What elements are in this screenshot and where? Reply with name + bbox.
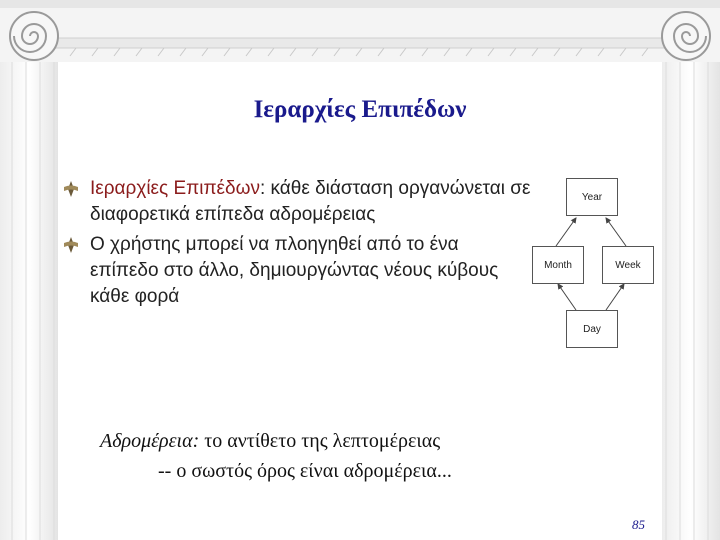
bullet-text bbox=[90, 232, 532, 310]
ionic-scroll-bullet-icon bbox=[62, 180, 80, 198]
footnote-line-2: -- ο σωστός όρος είναι αδρομέρεια... bbox=[158, 460, 452, 482]
bullet-item bbox=[62, 232, 532, 310]
page-number: 85 bbox=[632, 517, 645, 532]
bullet-item bbox=[62, 176, 532, 228]
footnote bbox=[100, 426, 452, 486]
node-year: Year bbox=[566, 178, 618, 216]
ionic-scroll-bullet-icon bbox=[62, 236, 80, 254]
bullet-body: : κάθε διάσταση οργανώνεται σε διαφορετικά επίπεδα αδρομέρειας bbox=[90, 178, 531, 225]
node-day: Day bbox=[566, 310, 618, 348]
node-week: Week bbox=[602, 246, 654, 284]
footnote-line-1 bbox=[100, 426, 452, 456]
bullet-body: Ο χρήστης μπορεί να πλοηγηθεί από το ένα επίπεδο στο άλλο, δημιουργώντας νέους κύβους κάθε φορά bbox=[90, 234, 499, 307]
footnote-definition: το αντίθετο της λεπτομέρειας bbox=[199, 430, 441, 452]
footnote-term: Αδρομέρεια: bbox=[100, 430, 200, 452]
node-month: Month bbox=[532, 246, 584, 284]
bullet-text bbox=[90, 176, 532, 228]
hierarchy-diagram bbox=[530, 170, 660, 360]
bullet-highlight: Ιεραρχίες Επιπέδων bbox=[90, 178, 260, 199]
slide-title: Ιεραρχίες Επιπέδων bbox=[253, 96, 467, 123]
ionic-volute-icon bbox=[662, 12, 710, 60]
bullet-list bbox=[62, 176, 532, 314]
ionic-volute-icon bbox=[10, 12, 58, 60]
